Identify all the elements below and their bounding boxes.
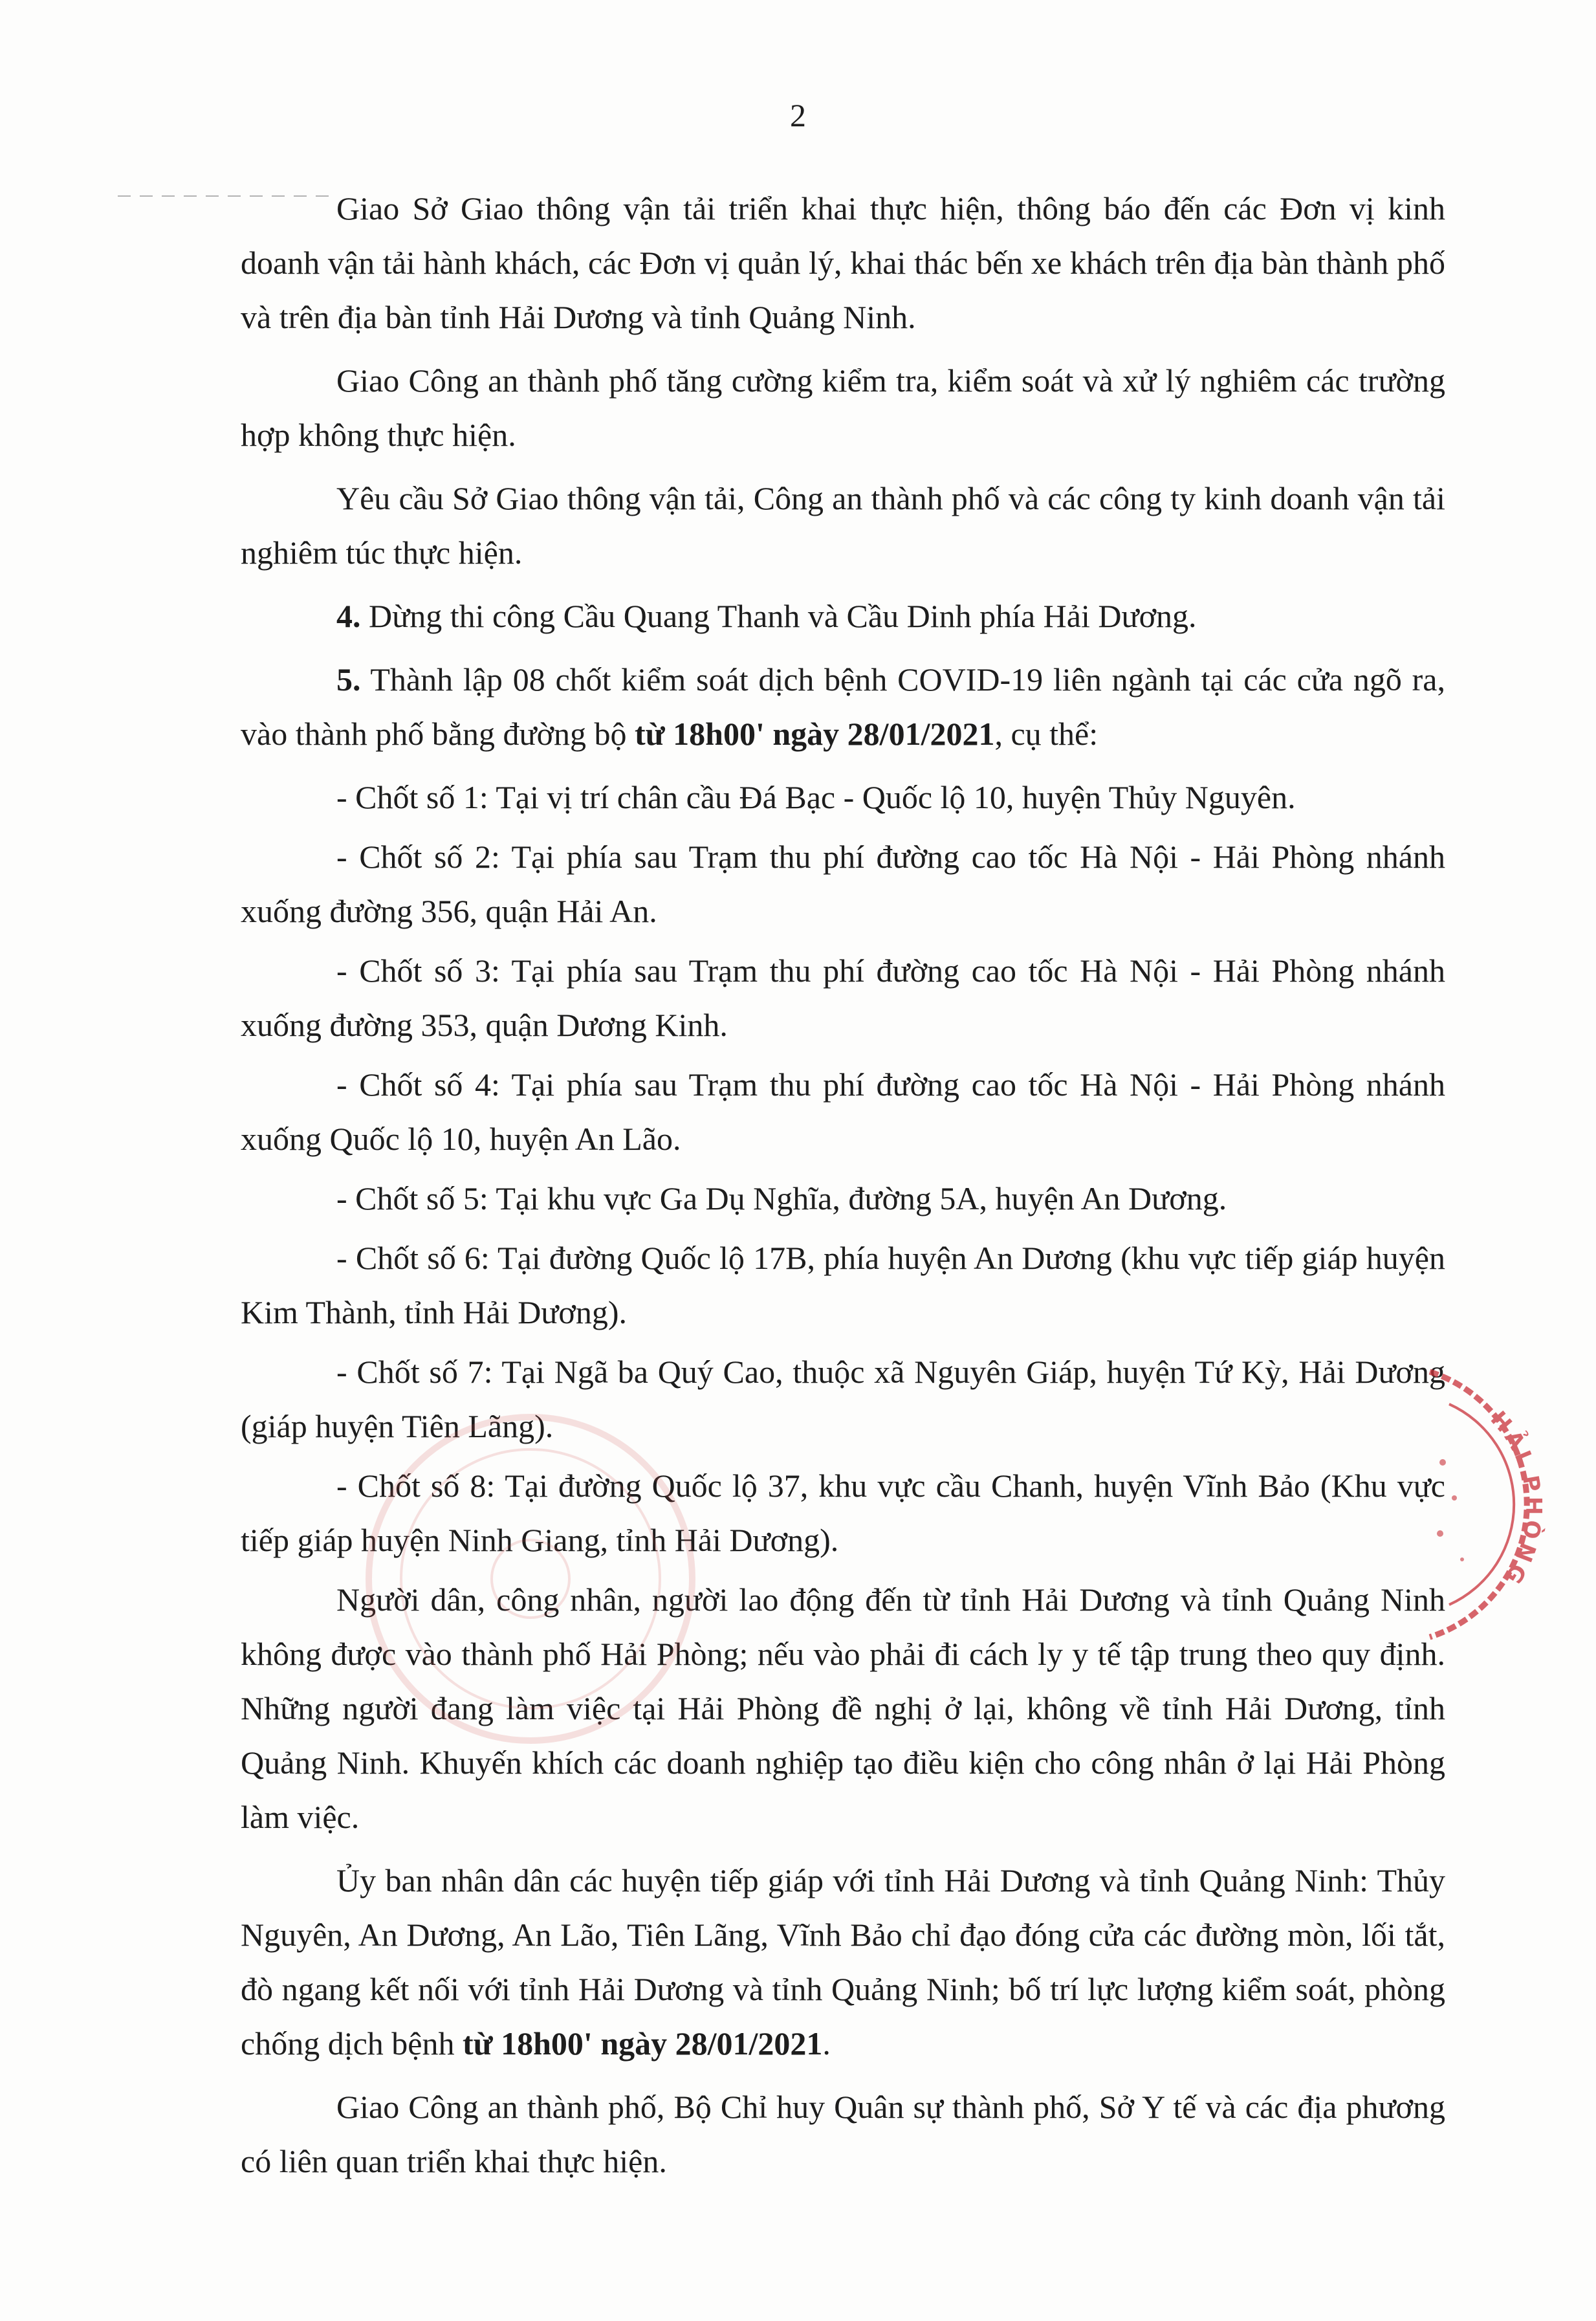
checkpoint-3 — [241, 943, 1445, 1052]
paragraph-transport-dept — [241, 181, 1445, 344]
checkpoint-4 — [241, 1057, 1445, 1166]
checkpoint-6 — [241, 1231, 1445, 1339]
item-number: 4. — [336, 598, 361, 634]
checkpoint-text: - Chốt số 3: Tại phía sau Trạm thu phí đường cao tốc Hà Nội - Hải Phòng nhánh xuống đường 353, quận Dương Kinh. — [241, 952, 1445, 1043]
official-seal-stamp — [1423, 1365, 1572, 1644]
paragraph-text: Thành lập 08 chốt kiểm soát dịch bệnh COVID-19 liên ngành tại các cửa ngõ ra, vào thành phố bằng đường bộ — [241, 661, 1445, 752]
document-body — [241, 181, 1445, 2197]
item-5 — [241, 652, 1445, 761]
paragraph-districts — [241, 1853, 1445, 2071]
paragraph-text: . — [822, 2025, 831, 2062]
checkpoint-text: - Chốt số 4: Tại phía sau Trạm thu phí đường cao tốc Hà Nội - Hải Phòng nhánh xuống Quốc lộ 10, huyện An Lão. — [241, 1066, 1445, 1157]
item-4 — [241, 589, 1445, 643]
checkpoint-text: - Chốt số 8: Tại đường Quốc lộ 37, khu vực cầu Chanh, huyện Vĩnh Bảo (Khu vực tiếp giáp huyện Ninh Giang, tỉnh Hải Dương). — [241, 1468, 1445, 1558]
checkpoint-text: - Chốt số 2: Tại phía sau Trạm thu phí đường cao tốc Hà Nội - Hải Phòng nhánh xuống đường 356, quận Hải An. — [241, 839, 1445, 929]
faint-seal-stamp — [349, 1398, 712, 1760]
seal-text: HẢI PHÒNG — [1485, 1406, 1547, 1592]
page-number: 2 — [790, 97, 806, 133]
paragraph-text: Dừng thi công Cầu Quang Thanh và Cầu Dinh phía Hải Dương. — [360, 598, 1197, 634]
paragraph-implementation — [241, 2080, 1445, 2188]
checkpoint-1 — [241, 770, 1445, 824]
paragraph-text: Giao Sở Giao thông vận tải triển khai thực hiện, thông báo đến các Đơn vị kinh doanh vận tải hành khách, các Đơn vị quản lý, khai thác bến xe khách trên địa bàn thành phố và trên địa bàn tỉnh Hải Dương và tỉnh Quảng Ninh. — [241, 190, 1445, 335]
bold-date: từ 18h00' ngày 28/01/2021 — [635, 716, 995, 752]
paragraph-text: Ủy ban nhân dân các huyện tiếp giáp với tỉnh Hải Dương và tỉnh Quảng Ninh: Thủy Nguyên, An Dương, An Lão, Tiên Lãng, Vĩnh Bảo chỉ đạo đóng cửa các đường mòn, lối tắt, đò ngang kết nối với tỉnh Hải Dương và tỉnh Quảng Ninh; bố trí lực lượng kiểm soát, phòng chống dịch bệnh — [241, 1862, 1445, 2062]
checkpoint-text: - Chốt số 7: Tại Ngã ba Quý Cao, thuộc xã Nguyên Giáp, huyện Tứ Kỳ, Hải Dương (giáp huyện Tiên Lãng). — [241, 1354, 1445, 1444]
paragraph-police — [241, 353, 1445, 462]
svg-text:HẢI PHÒNG — [1485, 1406, 1547, 1591]
paragraph-text: Giao Công an thành phố tăng cường kiểm tra, kiểm soát và xử lý nghiêm các trường hợp không thực hiện. — [241, 362, 1445, 453]
checkpoint-2 — [241, 830, 1445, 938]
paragraph-text: Giao Công an thành phố, Bộ Chỉ huy Quân sự thành phố, Sở Y tế và các địa phương có liên quan triển khai thực hiện. — [241, 2089, 1445, 2179]
item-number: 5. — [336, 661, 361, 698]
checkpoint-5 — [241, 1171, 1445, 1226]
checkpoint-text: - Chốt số 5: Tại khu vực Ga Dụ Nghĩa, đường 5A, huyện An Dương. — [336, 1180, 1227, 1216]
paragraph-text: Yêu cầu Sở Giao thông vận tải, Công an thành phố và các công ty kinh doanh vận tải nghiêm túc thực hiện. — [241, 480, 1445, 571]
paragraph-text: , cụ thể: — [994, 716, 1099, 752]
checkpoint-text: - Chốt số 1: Tại vị trí chân cầu Đá Bạc - Quốc lộ 10, huyện Thủy Nguyên. — [336, 779, 1296, 815]
paragraph-request — [241, 471, 1445, 580]
checkpoint-text: - Chốt số 6: Tại đường Quốc lộ 17B, phía huyện An Dương (khu vực tiếp giáp huyện Kim Thành, tỉnh Hải Dương). — [241, 1240, 1445, 1330]
bold-date: từ 18h00' ngày 28/01/2021 — [462, 2025, 823, 2062]
paragraph-text: Người dân, công nhân, người lao động đến từ tỉnh Hải Dương và tỉnh Quảng Ninh không được vào thành phố Hải Phòng; nếu vào phải đi cách ly y tế tập trung theo quy định. Những người đang làm việc tại Hải Phòng đề nghị ở lại, không về tỉnh Hải Dương, tỉnh Quảng Ninh. Khuyến khích các doanh nghiệp tạo điều kiện cho công nhân ở lại Hải Phòng làm việc. — [241, 1581, 1445, 1835]
